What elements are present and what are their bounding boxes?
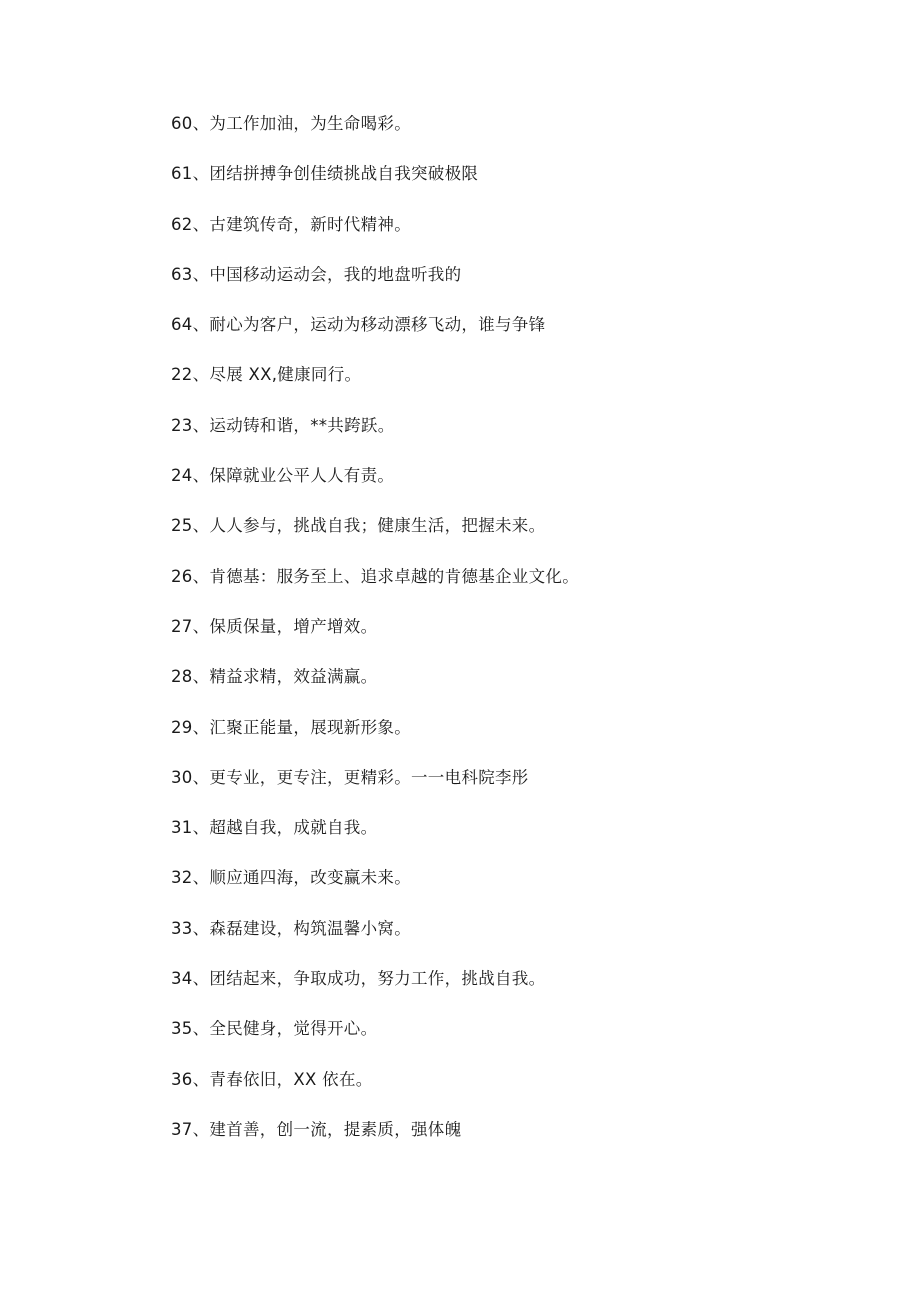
list-item: 35、全民健身，觉得开心。 <box>171 1019 378 1039</box>
list-item: 36、青春依旧，XX 依在。 <box>171 1069 373 1089</box>
list-item: 29、汇聚正能量，展现新形象。 <box>171 717 411 737</box>
slogan-list <box>171 109 579 1165</box>
list-item: 64、耐心为客户，运动为移动漂移飞动，谁与争锋 <box>171 315 546 335</box>
list-item: 22、尽展 XX,健康同行。 <box>171 365 362 385</box>
list-item: 27、保质保量，增产增效。 <box>171 616 378 636</box>
list-item: 25、人人参与，挑战自我；健康生活，把握未来。 <box>171 516 546 536</box>
list-item: 34、团结起来，争取成功，努力工作，挑战自我。 <box>171 969 546 989</box>
list-item: 23、运动铸和谐，**共跨跃。 <box>171 415 395 435</box>
list-item: 33、森磊建设，构筑温馨小窝。 <box>171 918 411 938</box>
list-item: 26、肯德基：服务至上、追求卓越的肯德基企业文化。 <box>171 566 579 586</box>
list-item: 32、顺应通四海，改变赢未来。 <box>171 868 411 888</box>
list-item: 63、中国移动运动会，我的地盘听我的 <box>171 264 462 284</box>
list-item: 30、更专业，更专注，更精彩。一一电科院李彤 <box>171 767 529 787</box>
list-item: 62、古建筑传奇，新时代精神。 <box>171 214 411 234</box>
list-item: 61、团结拼搏争创佳绩挑战自我突破极限 <box>171 164 479 184</box>
list-item: 60、为工作加油，为生命喝彩。 <box>171 114 411 133</box>
list-item: 24、保障就业公平人人有责。 <box>171 466 395 486</box>
list-item: 31、超越自我，成就自我。 <box>171 818 378 838</box>
list-item: 37、建首善，创一流，提素质，强体魄 <box>171 1119 462 1139</box>
list-item: 28、精益求精，效益满赢。 <box>171 667 378 687</box>
